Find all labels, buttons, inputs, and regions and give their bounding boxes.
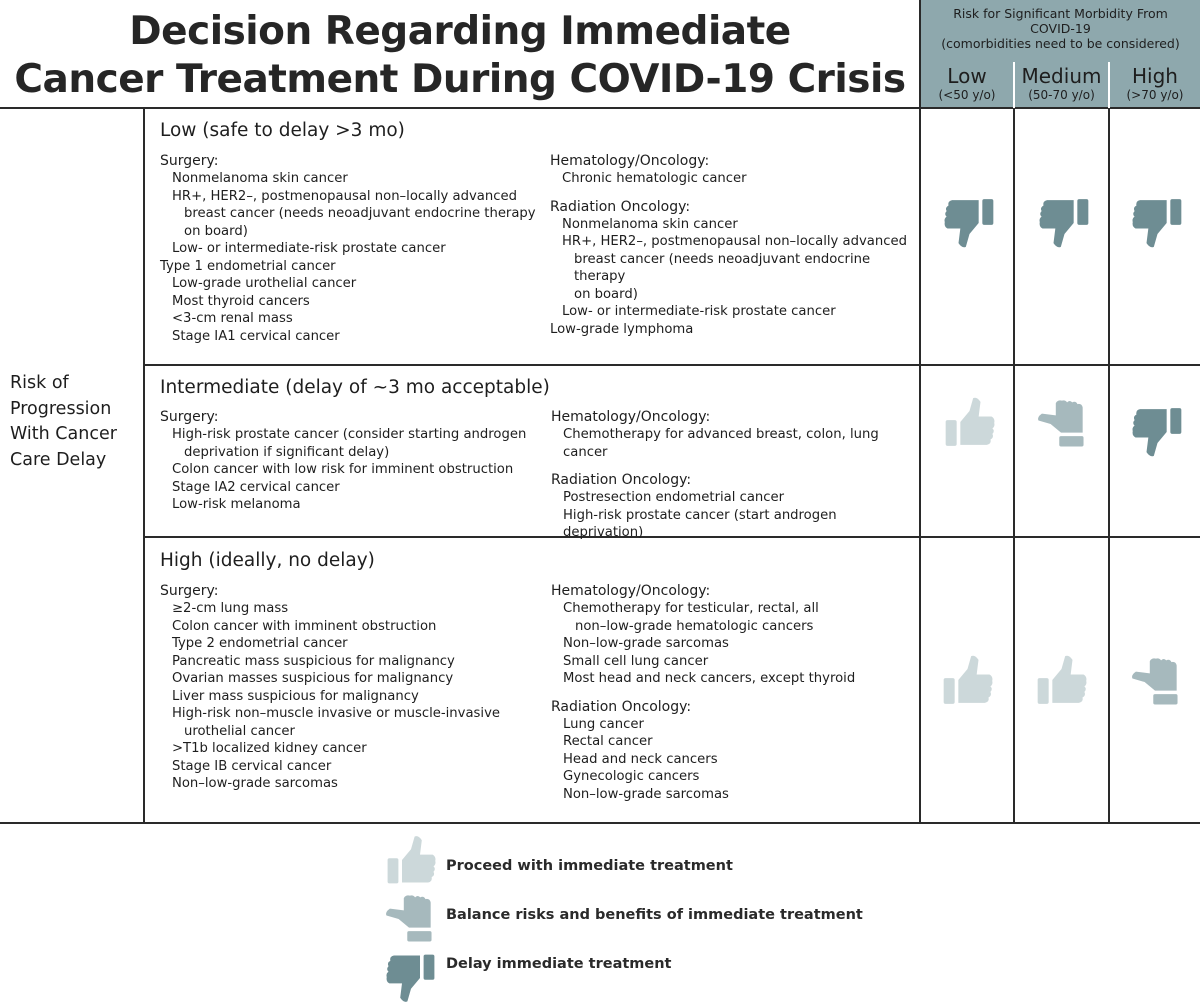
list-item: Gynecologic cancers [563, 769, 700, 784]
list-item: Head and neck cancers [563, 751, 718, 767]
list-item: Most thyroid cancers [172, 293, 310, 309]
delay-icon [942, 193, 997, 253]
list-item: on board) [184, 223, 248, 239]
legend-delay-label: Delay immediate treatment [446, 956, 672, 972]
legend-balance-label: Balance risks and benefits of immediate treatment [446, 907, 863, 923]
list-item: High-risk prostate cancer (consider starting androgen [172, 427, 527, 442]
list-item: Lung cancer [563, 716, 644, 732]
risk-column-age: (50-70 y/o) [1028, 88, 1095, 102]
grid-line-low-med [1013, 107, 1015, 824]
surgery-heading: Surgery: [160, 153, 219, 169]
covid-risk-header [921, 0, 1200, 62]
risk-column-label: High [1132, 64, 1178, 88]
balance-icon [380, 893, 438, 945]
heme-heading: Hematology/Oncology: [550, 153, 710, 169]
list-item: <3-cm renal mass [172, 311, 293, 326]
risk-column-label: Medium [1021, 64, 1102, 88]
section-title-intermediate: Intermediate (delay of ~3 mo acceptable) [160, 377, 550, 398]
list-item: HR+, HER2–, postmenopausal non–locally advanced [562, 234, 907, 249]
section-title-high: High (ideally, no delay) [160, 550, 375, 571]
list-item: Chemotherapy for testicular, rectal, all [563, 601, 819, 616]
list-item: Small cell lung cancer [563, 653, 709, 669]
list-item: Ovarian masses suspicious for malignancy [172, 671, 454, 686]
section-high-surgery [160, 582, 540, 793]
list-item: Low-grade lymphoma [550, 321, 694, 337]
rad-heading: Radiation Oncology: [551, 698, 692, 715]
list-item: Non–low-grade sarcomas [563, 786, 729, 802]
grid-line-top [0, 107, 1200, 109]
balance-icon [1125, 656, 1185, 708]
risk-header-line-3: (comorbidities need to be considered) [941, 36, 1180, 51]
section-title-low: Low (safe to delay >3 mo) [160, 120, 405, 141]
list-item: Stage IA1 cervical cancer [172, 328, 340, 344]
surgery-heading: Surgery: [160, 409, 219, 425]
balance-icon [1031, 398, 1091, 450]
row-axis-label [10, 371, 140, 473]
list-item: HR+, HER2–, postmenopausal non–locally advanced [172, 188, 517, 204]
list-item: Chemotherapy for advanced breast, colon, lung cancer [563, 427, 879, 460]
list-item: Non–low-grade sarcomas [172, 776, 338, 791]
list-item: Nonmelanoma skin cancer [562, 216, 738, 232]
title-line-1: Decision Regarding Immediate [129, 9, 791, 54]
list-item: Colon cancer with low risk for imminent obstruction [172, 462, 514, 477]
heme-heading: Hematology/Oncology: [551, 409, 711, 425]
list-item: Pancreatic mass suspicious for malignancy [172, 653, 455, 669]
section-intermediate-medicine [551, 408, 916, 542]
risk-column-age: (<50 y/o) [938, 88, 996, 102]
section-low-surgery [160, 152, 540, 345]
header-separator [1013, 62, 1015, 108]
axis-label-line: Progression [10, 398, 112, 419]
grid-line-bottom [0, 822, 1200, 824]
list-item: ≥2-cm lung mass [172, 601, 289, 616]
proceed-icon [384, 833, 438, 887]
grid-line-row1 [143, 364, 1200, 366]
risk-header-line-2: COVID-19 [1030, 21, 1091, 36]
list-item: urothelial cancer [184, 723, 295, 739]
list-item: Nonmelanoma skin cancer [172, 171, 348, 186]
grid-line-left [143, 107, 145, 824]
list-item: Chronic hematologic cancer [562, 171, 747, 186]
axis-label-line: Care Delay [10, 449, 107, 470]
page-title [0, 8, 920, 104]
list-item: Colon cancer with imminent obstruction [172, 618, 437, 634]
list-item: Low-risk melanoma [172, 497, 301, 512]
list-item: Type 1 endometrial cancer [160, 258, 336, 274]
rad-heading: Radiation Oncology: [551, 472, 692, 488]
risk-column-high [1110, 62, 1200, 108]
proceed-icon [942, 394, 997, 450]
grid-line-med-high [1108, 107, 1110, 824]
list-item: Most head and neck cancers, except thyroid [563, 671, 856, 686]
list-item: deprivation if significant delay) [184, 444, 390, 460]
risk-header-line-1: Risk for Significant Morbidity From [953, 6, 1168, 21]
section-low-medicine [550, 152, 915, 338]
grid-line-risk-start [919, 0, 921, 824]
list-item: Type 2 endometrial cancer [172, 636, 348, 651]
delay-icon [1037, 193, 1092, 253]
delay-icon [384, 950, 438, 1006]
section-intermediate-surgery [160, 408, 540, 514]
legend-proceed-label: Proceed with immediate treatment [446, 858, 733, 874]
proceed-icon [1034, 652, 1089, 708]
delay-icon [1130, 193, 1185, 253]
list-item: Stage IA2 cervical cancer [172, 479, 340, 495]
list-item: Non–low-grade sarcomas [563, 636, 729, 651]
title-line-2: Cancer Treatment During COVID-19 Crisis [14, 57, 906, 102]
rad-heading: Radiation Oncology: [550, 198, 691, 215]
risk-column-medium [1015, 62, 1108, 108]
list-item: Rectal cancer [563, 734, 653, 749]
list-item: Low-grade urothelial cancer [172, 276, 357, 291]
list-item: Low- or intermediate-risk prostate cancer [172, 241, 446, 256]
list-item: breast cancer (needs neoadjuvant endocrine therapy [574, 251, 871, 284]
list-item: >T1b localized kidney cancer [172, 741, 367, 756]
delay-icon [1130, 402, 1185, 462]
list-item: on board) [574, 286, 638, 302]
list-item: High-risk non–muscle invasive or muscle-invasive [172, 706, 500, 721]
list-item: Low- or intermediate-risk prostate cancer [562, 304, 836, 319]
risk-column-age: (>70 y/o) [1126, 88, 1184, 102]
list-item: Postresection endometrial cancer [563, 490, 785, 505]
list-item: High-risk prostate cancer (start androgen deprivation) [563, 507, 837, 540]
proceed-icon [940, 652, 995, 708]
list-item: non–low-grade hematologic cancers [575, 618, 814, 634]
risk-column-low [921, 62, 1013, 108]
list-item: breast cancer (needs neoadjuvant endocrine therapy [184, 206, 536, 221]
section-high-medicine [551, 582, 916, 803]
list-item: Liver mass suspicious for malignancy [172, 688, 419, 704]
axis-label-line: With Cancer [10, 424, 117, 444]
risk-column-label: Low [947, 64, 987, 88]
axis-label-line: Risk of [10, 373, 69, 393]
surgery-heading: Surgery: [160, 583, 219, 599]
heme-heading: Hematology/Oncology: [551, 583, 711, 599]
header-separator [1108, 62, 1110, 108]
list-item: Stage IB cervical cancer [172, 758, 332, 774]
